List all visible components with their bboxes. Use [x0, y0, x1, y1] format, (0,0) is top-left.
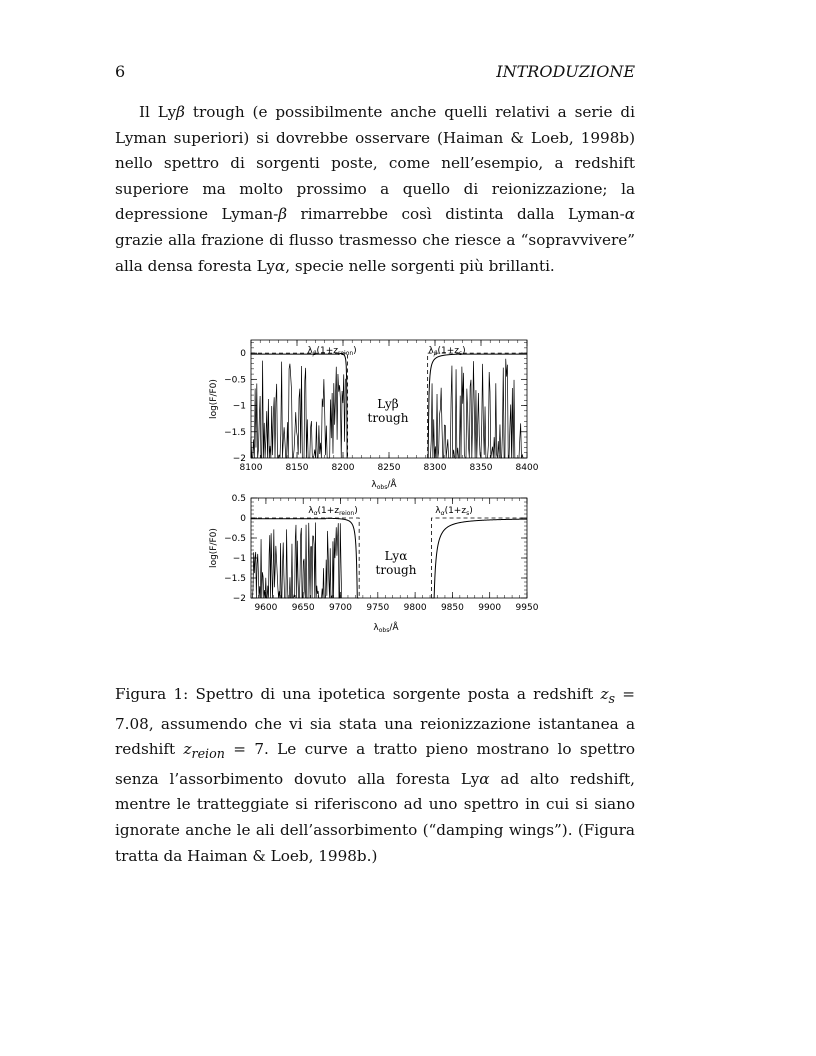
x-tick-label: 9700: [329, 603, 352, 613]
annotation-left-edge: $\lambda_\beta(1+z_{reion})$: [307, 346, 357, 357]
x-tick-label: 8100: [239, 463, 263, 473]
trough-label-line1: Lyβ: [377, 397, 399, 411]
x-tick-label: 8300: [423, 463, 447, 473]
x-tick-label: 8150: [285, 463, 309, 473]
text: Figura 1: Spettro di una ipotetica sorgente posta a redshift: [115, 685, 601, 703]
x-tick-label: 9650: [291, 603, 315, 613]
x-tick-label: 8350: [469, 463, 493, 473]
trough-label-line2: trough: [375, 563, 417, 577]
x-axis-label: $\lambda_{obs}/Å$: [371, 480, 397, 491]
x-tick-label: 9900: [478, 603, 502, 613]
panel-bottom: [209, 494, 539, 634]
greek-beta: β: [176, 103, 185, 121]
x-tick-label: 9950: [515, 603, 539, 613]
trough-label-line1: Lyα: [384, 549, 408, 563]
text: grazie alla frazione di flusso trasmesso che riesce a “sopravvivere” alla densa foresta Ly: [115, 230, 635, 275]
x-tick-label: 9600: [254, 603, 278, 613]
annotation-right-edge: $\lambda_\alpha(1+z_s)$: [435, 506, 473, 517]
greek-beta: β: [278, 205, 288, 224]
text: ad alto redshift, mentre le tratteggiate si riferiscono ad uno spettro in cui si siano ignorate anche le ali dell’assorbimento (“damping wings”). (Figura tratta da Haiman & Loeb, 1998b.): [115, 769, 635, 865]
trough-label-line2: trough: [367, 411, 409, 425]
y-tick-label: 0: [240, 514, 246, 524]
x-tick-label: 9850: [440, 603, 464, 613]
text: trough (e possibilmente anche quelli relativi a serie di Lyman superiori) si dovrebbe osservare (Haiman & Loeb, 1998b) nello spettro di sorgenti poste, come nell’esempio, a redshift superiore ma molto prossimo a quello di reionizzazione; la depressione Lyman-: [115, 103, 635, 224]
text: rimarrebbe così distinta dalla Lyman-: [287, 205, 625, 224]
y-tick-label: −2: [232, 454, 246, 464]
y-tick-label: −1.5: [224, 574, 246, 584]
greek-alpha: α: [479, 769, 490, 788]
math-sub: reion: [191, 746, 225, 762]
text: Il Ly: [139, 103, 177, 121]
text: , specie nelle sorgenti più brillanti.: [285, 256, 555, 275]
y-tick-label: 0: [240, 349, 246, 360]
math-zs: z: [600, 685, 609, 703]
lya-forest-left: [251, 522, 342, 598]
running-title: INTRODUZIONE: [496, 62, 635, 81]
y-axis-label: log(F/F0): [209, 379, 219, 419]
y-tick-label: −0.5: [224, 534, 246, 544]
panel-top: [209, 340, 539, 491]
text: = 7. Le curve a tratto pieno mostrano lo spettro senza l’assorbimento dovuto alla foresta Ly: [115, 740, 635, 788]
x-tick-label: 9800: [403, 603, 427, 613]
lyb-forest-right: [430, 359, 524, 458]
x-tick-label: 8200: [331, 463, 355, 473]
y-axis-label: log(F/F0): [209, 528, 219, 568]
y-tick-label: −2: [232, 594, 246, 604]
body-paragraph: [115, 100, 635, 279]
greek-alpha: α: [624, 205, 635, 224]
x-axis-label: $\lambda_{obs}/Å$: [373, 623, 399, 634]
figure-caption: [115, 682, 635, 869]
y-tick-label: −0.5: [224, 375, 246, 386]
x-tick-label: 8250: [377, 463, 401, 473]
y-tick-label: 0.5: [231, 494, 246, 504]
annotation-right-edge: $\lambda_\beta(1+z_s)$: [428, 346, 466, 357]
math-zreion: z: [183, 740, 192, 759]
text: = 7.08, assumendo che vi sia stata una reionizzazione istantanea a redshift: [115, 685, 635, 759]
math-sub: s: [608, 691, 616, 707]
greek-alpha: α: [275, 256, 286, 275]
y-tick-label: −1: [232, 401, 246, 412]
y-tick-label: −1: [232, 554, 246, 564]
annotation-left-edge: $\lambda_\alpha(1+z_{reion})$: [308, 506, 358, 517]
page-number: 6: [115, 62, 126, 81]
spectra-chart: [196, 330, 556, 640]
figure-spectra: [196, 330, 556, 640]
x-tick-label: 8400: [515, 463, 539, 473]
x-tick-label: 9750: [366, 603, 390, 613]
lyb-forest-left: [251, 361, 345, 458]
y-tick-label: −1.5: [224, 427, 246, 438]
